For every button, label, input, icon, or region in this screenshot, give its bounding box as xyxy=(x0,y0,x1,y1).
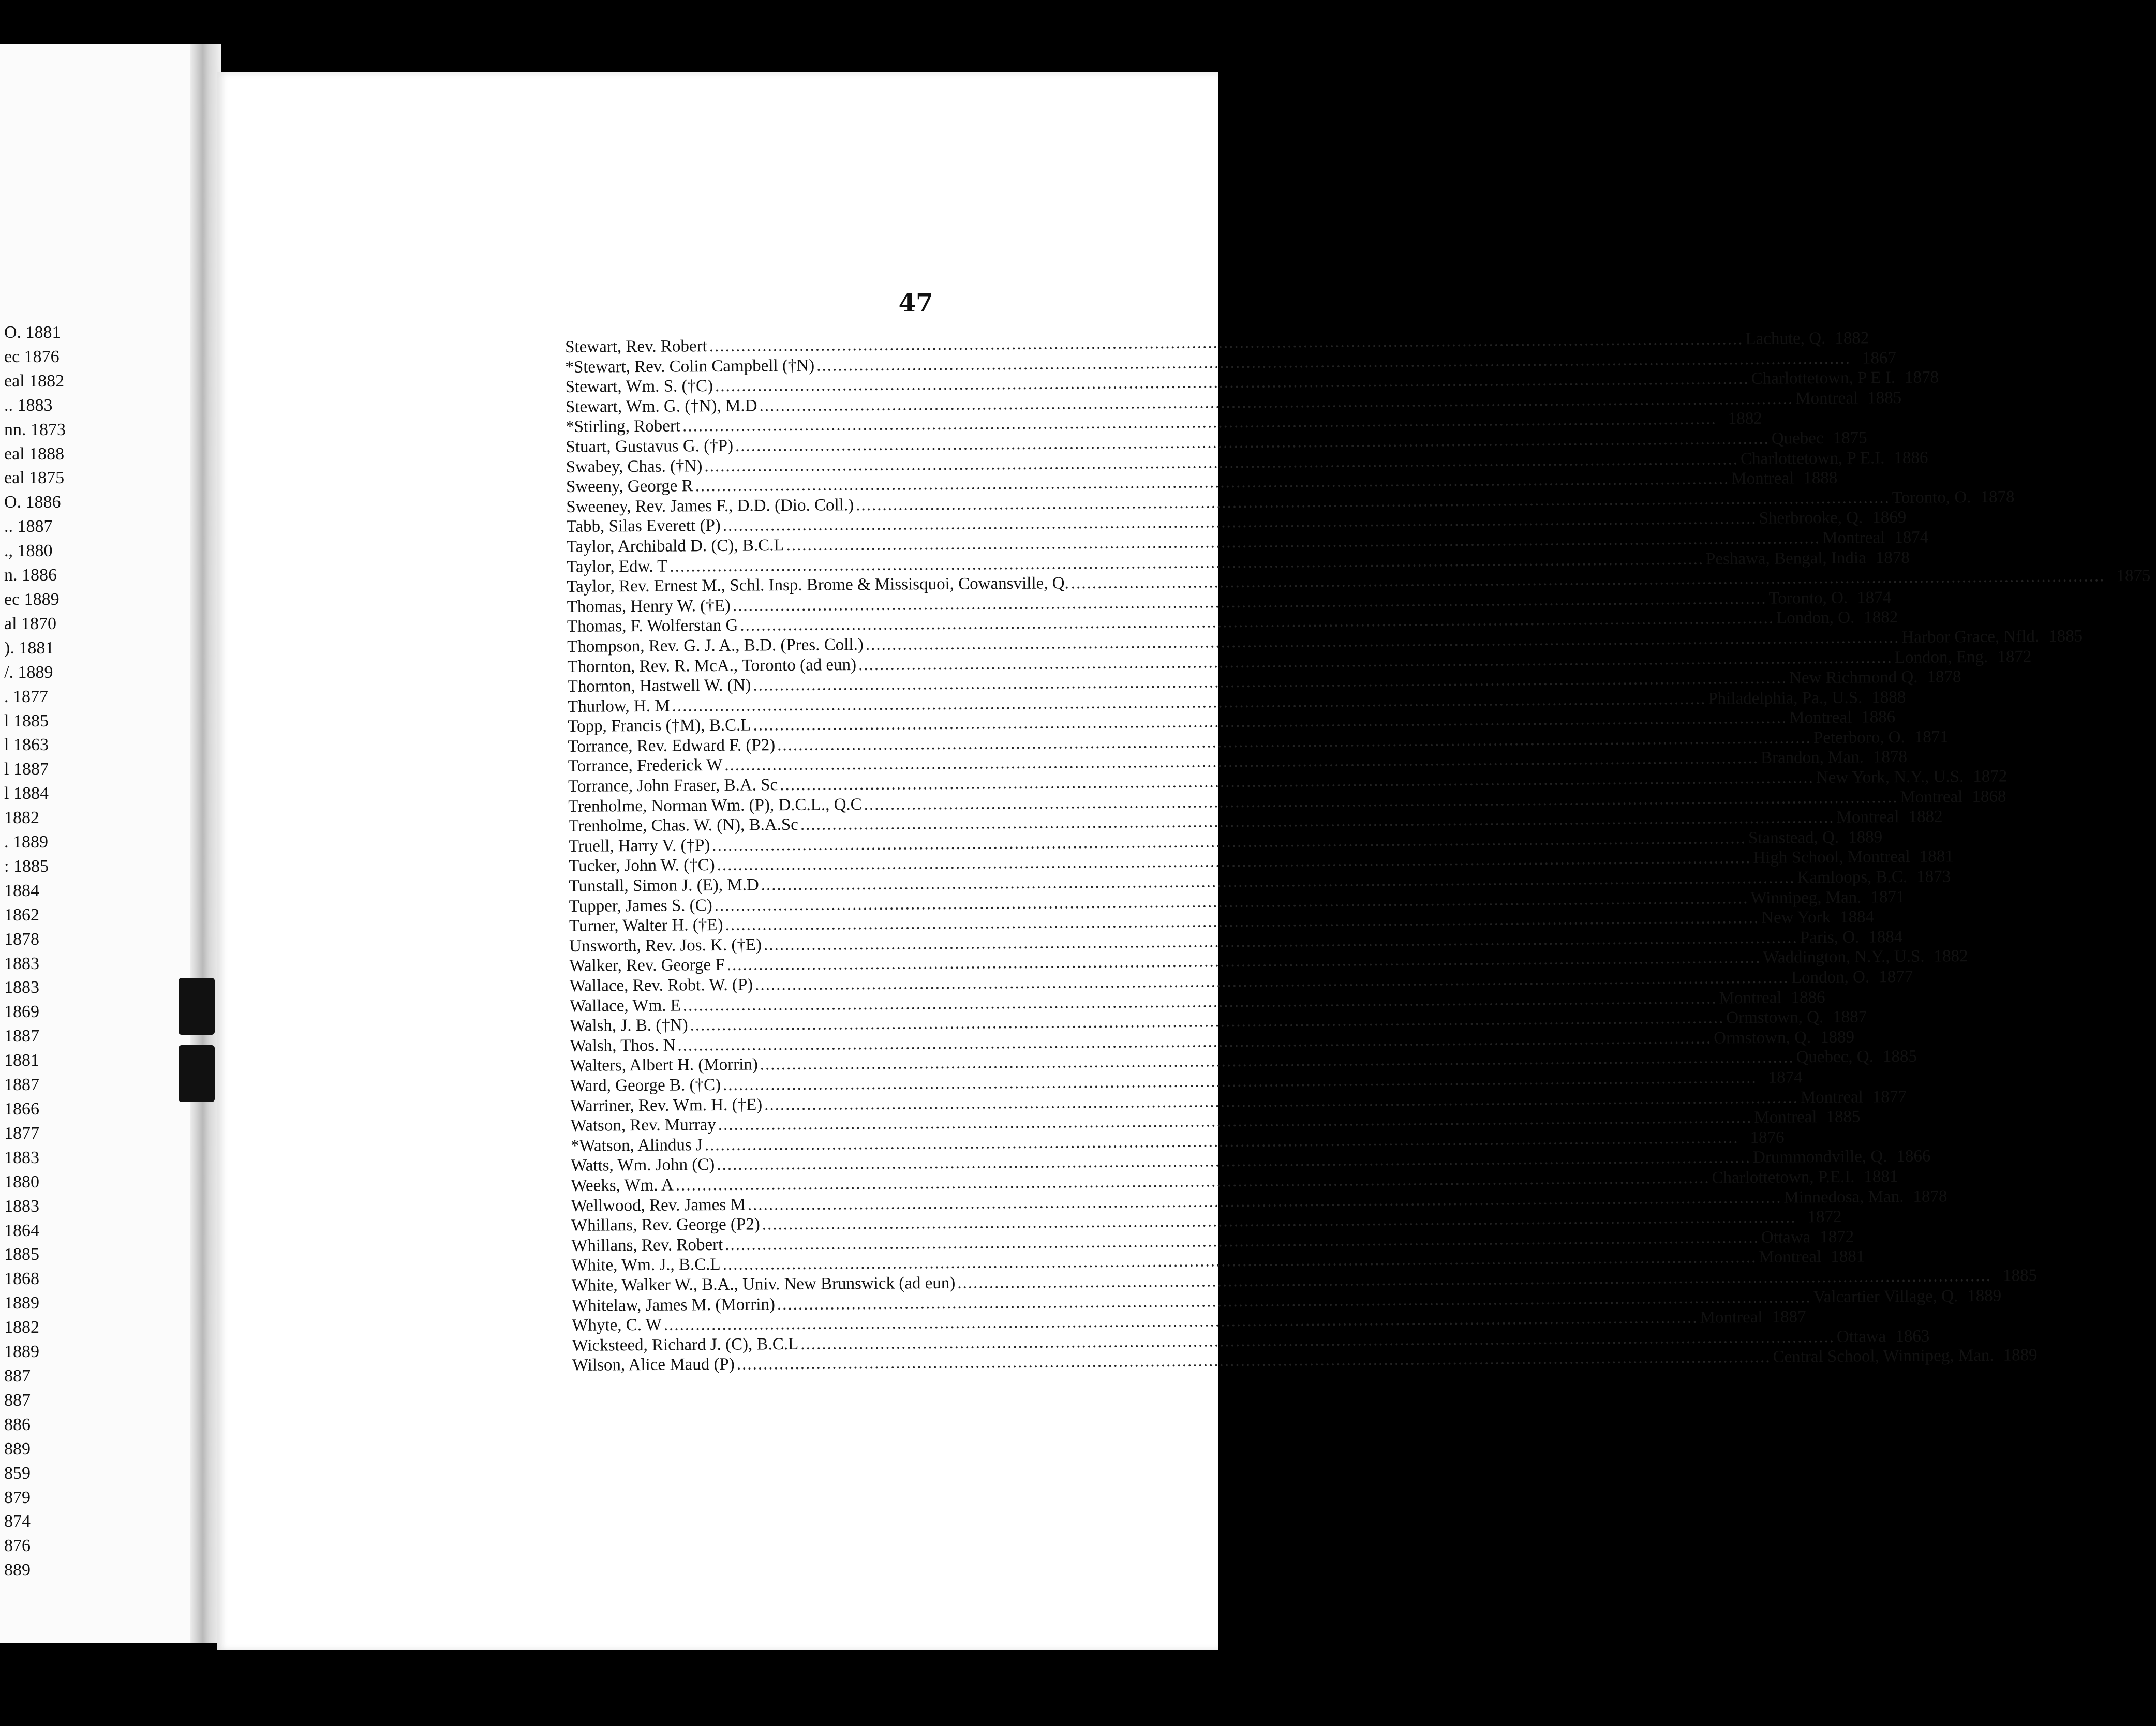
entry-year: 1889 xyxy=(2003,1346,2038,1365)
previous-page-year: 1881 xyxy=(4,1051,39,1070)
entry-year: 1869 xyxy=(1872,508,1907,527)
entry-name: Wallace, Rev. Robt. W. (P) xyxy=(569,975,753,995)
entry-year: 1889 xyxy=(1848,828,1883,847)
previous-page-year: eal 1888 xyxy=(4,444,65,464)
entry-place: Montreal xyxy=(1795,389,1858,408)
previous-page-fragment xyxy=(0,44,207,1643)
entry-year: 1885 xyxy=(1867,388,1902,408)
previous-page-year: 874 xyxy=(4,1512,31,1531)
entry-name: Sweeney, Rev. James F., D.D. (Dio. Coll.) xyxy=(566,495,854,516)
entry-place: Sherbrooke, Q. xyxy=(1759,508,1863,528)
entry-place: High School, Montreal xyxy=(1753,847,1910,868)
entry-year: 1887 xyxy=(1833,1007,1867,1027)
entry-name: Tunstall, Simon J. (E), M.D xyxy=(569,875,759,896)
entry-place: Philadelphia, Pa., U.S. xyxy=(1708,688,1863,708)
entry-year: 1868 xyxy=(1972,787,2006,806)
previous-page-year: eal 1875 xyxy=(4,468,65,488)
entry-place: Ottawa xyxy=(1761,1227,1811,1247)
entry-year: 1872 xyxy=(1807,1207,1842,1227)
previous-page-year-column xyxy=(0,321,93,1583)
entry-name: Taylor, Edw. T xyxy=(566,557,668,576)
entry-place: Waddington, N.Y., U.S. xyxy=(1763,947,1925,968)
entry-year: 1881 xyxy=(1864,1167,1898,1186)
entry-year: 1878 xyxy=(1875,548,1910,567)
previous-page-year: ., 1880 xyxy=(4,541,53,561)
previous-page-year: 1887 xyxy=(4,1075,39,1095)
entry-name: Trenholme, Norman Wm. (P), D.C.L., Q.C xyxy=(568,795,862,816)
entry-name: Thornton, Rev. R. McA., Toronto (ad eun) xyxy=(567,655,857,676)
entry-name: Walters, Albert H. (Morrin) xyxy=(570,1055,758,1076)
entry-place: New York, N.Y., U.S. xyxy=(1816,767,1964,787)
entry-place: Ottawa xyxy=(1836,1327,1886,1346)
entry-place: Kamloops, B.C. xyxy=(1797,867,1908,887)
previous-page-year: 1889 xyxy=(4,1342,39,1362)
entry-place: Winnipeg, Man. xyxy=(1750,888,1862,907)
entry-name: Unsworth, Rev. Jos. K. (†E) xyxy=(569,935,762,956)
entry-year: 1863 xyxy=(1895,1327,1930,1346)
entry-year: 1872 xyxy=(1973,767,2008,786)
entry-name: Stewart, Wm. S. (†C) xyxy=(565,377,713,397)
entry-name: Weeks, Wm. A xyxy=(571,1176,674,1195)
entry-year: 1885 xyxy=(1826,1107,1861,1127)
entry-place: New York xyxy=(1761,908,1831,928)
entry-year: 1886 xyxy=(1791,988,1825,1007)
previous-page-year: l 1885 xyxy=(4,711,49,731)
entry-name: White, Wm. J., B.C.L xyxy=(571,1255,721,1275)
previous-page-year: ec 1889 xyxy=(4,589,60,609)
previous-page-year: 1887 xyxy=(4,1026,39,1046)
entry-year: 1877 xyxy=(1879,967,1913,987)
entry-year: 1878 xyxy=(1980,487,2015,507)
entry-year: 1882 xyxy=(1835,329,1869,348)
previous-page-year: 1862 xyxy=(4,905,39,925)
entry-name: Truell, Harry V. (†P) xyxy=(568,836,710,856)
entry-year: 1888 xyxy=(1871,688,1906,707)
previous-page-year: 1869 xyxy=(4,1002,39,1022)
entry-year: 1885 xyxy=(1882,1047,1917,1066)
entry-year: 1876 xyxy=(1750,1128,1785,1147)
previous-page-year: ec 1876 xyxy=(4,347,60,366)
entry-place: Montreal xyxy=(1822,528,1885,547)
previous-page-year: al 1870 xyxy=(4,614,57,633)
entry-year: 1877 xyxy=(1872,1087,1907,1106)
entry-name: Stewart, Rev. Robert xyxy=(565,337,707,356)
previous-page-year: 1878 xyxy=(4,929,39,949)
entry-name: Walsh, Thos. N xyxy=(570,1036,676,1055)
previous-page-year: 1885 xyxy=(4,1245,39,1264)
entry-name: Wicksteed, Richard J. (C), B.C.L xyxy=(572,1334,799,1355)
entry-place: Brandon, Man. xyxy=(1760,748,1864,768)
entry-year: 1878 xyxy=(1927,667,1961,687)
entry-place: Charlottetown, P E.I. xyxy=(1740,448,1885,468)
entry-name: Whitelaw, James M. (Morrin) xyxy=(571,1294,776,1315)
previous-page-year: O. 1881 xyxy=(4,323,61,342)
current-page xyxy=(217,72,2151,1650)
entry-place: Minnedosa, Man. xyxy=(1783,1187,1904,1207)
entry-year: 1882 xyxy=(1728,409,1762,428)
entry-year: 1874 xyxy=(1856,588,1892,607)
previous-page-year: l 1863 xyxy=(4,735,49,755)
entry-name: Thornton, Hastwell W. (N) xyxy=(567,676,751,696)
entry-name: Ward, George B. (†C) xyxy=(570,1075,721,1095)
entry-place: Montreal xyxy=(1900,787,1963,807)
entry-name: Wallace, Wm. E xyxy=(569,996,681,1016)
entry-year: 1881 xyxy=(1831,1247,1865,1267)
entry-place: Montreal xyxy=(1789,708,1852,727)
entry-name: *Stewart, Rev. Colin Campbell (†N) xyxy=(565,356,815,377)
entry-place: Harbor Grace, Nfld. xyxy=(1901,627,2040,647)
previous-page-year: 1880 xyxy=(4,1172,39,1192)
entry-name: Watson, Rev. Murray xyxy=(570,1115,716,1136)
previous-page-year: 887 xyxy=(4,1366,31,1386)
entry-year: 1873 xyxy=(1916,867,1951,886)
entry-year: 1886 xyxy=(1894,448,1928,467)
entry-year: 1889 xyxy=(1967,1286,2002,1305)
previous-page-year: .. 1883 xyxy=(4,395,53,415)
entry-year: 1882 xyxy=(1934,947,1968,966)
entry-name: Thomas, F. Wolferstan G xyxy=(567,616,738,636)
previous-page-year: 879 xyxy=(4,1487,31,1507)
previous-page-year: 886 xyxy=(4,1415,31,1434)
previous-page-year: /. 1889 xyxy=(4,662,53,682)
entry-name: Watts, Wm. John (C) xyxy=(571,1155,715,1176)
entry-year: 1866 xyxy=(1896,1147,1931,1166)
previous-page-year: 1883 xyxy=(4,1148,39,1167)
previous-page-year: 1864 xyxy=(4,1221,39,1240)
entry-year: 1885 xyxy=(2002,1266,2038,1285)
entry-name: Stewart, Wm. G. (†N), M.D xyxy=(565,396,757,416)
binding-clip xyxy=(179,1045,215,1102)
previous-page-year: : 1885 xyxy=(4,856,49,876)
entry-name: Turner, Walter H. (†E) xyxy=(569,916,723,936)
entry-name: White, Walker W., B.A., Univ. New Brunswick (ad eun) xyxy=(571,1273,956,1295)
entry-name: Torrance, John Fraser, B.A. Sc xyxy=(568,776,778,796)
entry-year: 1886 xyxy=(1861,708,1896,727)
entry-place: Charlottetown, P E I. xyxy=(1751,368,1896,389)
previous-page-year: 859 xyxy=(4,1463,31,1483)
entry-year: 1875 xyxy=(2116,566,2151,586)
entry-year: 1884 xyxy=(1839,907,1875,927)
entry-name: Whyte, C. W xyxy=(572,1315,662,1335)
entry-name: Tabb, Silas Everett (P) xyxy=(566,516,721,537)
previous-page-year: 876 xyxy=(4,1536,31,1556)
entry-name: Topp, Francis (†M), B.C.L xyxy=(568,716,751,736)
entry-year: 1872 xyxy=(1820,1227,1854,1246)
previous-page-year: O. 1886 xyxy=(4,493,61,512)
entry-place: Montreal xyxy=(1800,1088,1863,1107)
previous-page-year: 1889 xyxy=(4,1293,39,1313)
entry-place: Lachute, Q. xyxy=(1745,329,1826,349)
previous-page-year: l 1884 xyxy=(4,784,49,804)
entry-year: 1875 xyxy=(1833,428,1867,448)
entry-place: London, Eng. xyxy=(1894,647,1988,667)
entry-year: 1889 xyxy=(1820,1028,1855,1047)
entry-year: 1871 xyxy=(1914,727,1949,747)
entry-place: New Richmond Q. xyxy=(1789,667,1918,688)
entry-place: London, O. xyxy=(1791,968,1870,987)
entry-name: Stuart, Gustavus G. (†P) xyxy=(566,436,734,456)
entry-year: 1878 xyxy=(1913,1186,1947,1206)
page-number: 47 xyxy=(898,289,933,318)
previous-page-year: 1868 xyxy=(4,1269,39,1289)
entry-name: Torrance, Rev. Edward F. (P2) xyxy=(568,736,776,756)
previous-page-year: eal 1882 xyxy=(4,371,65,391)
previous-page-year: . 1889 xyxy=(4,832,48,852)
binding-clip xyxy=(179,978,215,1035)
entry-name: Wellwood, Rev. James M xyxy=(571,1195,746,1215)
entry-year: 1878 xyxy=(1904,368,1939,388)
entry-year: 1881 xyxy=(1919,847,1954,867)
entry-name: Whillans, Rev. Robert xyxy=(571,1235,723,1255)
entry-year: 1874 xyxy=(1768,1068,1803,1087)
entry-year: 1872 xyxy=(1997,647,2032,666)
entry-place: Toronto, O. xyxy=(1892,487,1971,507)
entry-place: Toronto, O. xyxy=(1768,588,1848,608)
entry-place: Montreal xyxy=(1754,1108,1817,1127)
previous-page-year: . 1877 xyxy=(4,687,48,706)
entry-place: Montreal xyxy=(1836,808,1899,827)
entry-place: Quebec xyxy=(1771,428,1824,448)
previous-page-year: 1884 xyxy=(4,881,39,900)
entry-place: Montreal xyxy=(1719,988,1782,1008)
book-spine xyxy=(190,44,221,1643)
entry-name: Whillans, Rev. George (P2) xyxy=(571,1215,760,1236)
entry-place: Paris, O. xyxy=(1800,928,1860,947)
previous-page-year: 889 xyxy=(4,1560,31,1580)
entry-name: Torrance, Frederick W xyxy=(568,756,723,776)
previous-page-year: 889 xyxy=(4,1439,31,1459)
entry-place: Ormstown, Q. xyxy=(1714,1028,1811,1048)
entry-place: Peshawa, Bengal, India xyxy=(1705,548,1866,569)
entry-name: Sweeny, George R xyxy=(566,477,693,497)
previous-page-year: 1882 xyxy=(4,1318,39,1337)
entry-name: Tucker, John W. (†C) xyxy=(569,856,715,876)
entry-year: 1884 xyxy=(1868,927,1903,947)
entry-name: Thurlow, H. M xyxy=(567,696,670,716)
previous-page-year: 1883 xyxy=(4,978,39,998)
entry-name: Warriner, Rev. Wm. H. (†E) xyxy=(570,1095,763,1115)
previous-page-year: 1866 xyxy=(4,1099,39,1119)
previous-page-year: 1883 xyxy=(4,1196,39,1216)
entry-place: London, O. xyxy=(1776,608,1855,628)
entry-year: 1888 xyxy=(1803,468,1838,488)
entry-name: Wilson, Alice Maud (P) xyxy=(572,1355,735,1375)
entry-name: Walker, Rev. George F xyxy=(569,956,725,976)
entry-place: Quebec, Q. xyxy=(1796,1047,1874,1067)
entry-name: Taylor, Archibald D. (C), B.C.L xyxy=(566,535,784,556)
entry-place: Valcartier Village, Q. xyxy=(1813,1286,1958,1306)
entry-year: 1885 xyxy=(2048,627,2083,646)
entry-year: 1874 xyxy=(1894,528,1929,547)
entry-place: Charlottetown, P.E.I. xyxy=(1712,1167,1855,1187)
entry-name: *Stirling, Robert xyxy=(566,416,681,437)
previous-page-year: 1877 xyxy=(4,1123,39,1143)
previous-page-year: nn. 1873 xyxy=(4,420,66,439)
entry-place: Stanstead, Q. xyxy=(1748,828,1839,847)
previous-page-year: ). 1881 xyxy=(4,638,54,658)
entry-name: Thomas, Henry W. (†E) xyxy=(567,596,731,616)
entry-name: Tupper, James S. (C) xyxy=(569,896,712,916)
entry-year: 1882 xyxy=(1908,807,1943,827)
entry-year: 1871 xyxy=(1870,887,1905,907)
entry-name: Taylor, Rev. Ernest M., Schl. Insp. Brome & Missisquoi, Cowansville, Q. xyxy=(567,574,1069,597)
entry-place: Central School, Winnipeg, Man. xyxy=(1773,1346,1994,1367)
entry-place: Ormstown, Q. xyxy=(1726,1008,1824,1028)
entry-name: *Watson, Alindus J xyxy=(570,1135,703,1155)
entry-place: Montreal xyxy=(1700,1307,1763,1327)
entry-name: Trenholme, Chas. W. (N), B.A.Sc xyxy=(568,815,799,836)
previous-page-year: n. 1886 xyxy=(4,566,57,585)
previous-page-year: 1883 xyxy=(4,954,39,973)
entry-place: Montreal xyxy=(1759,1247,1822,1267)
entry-year: 1878 xyxy=(1872,748,1908,767)
previous-page-year: .. 1887 xyxy=(4,517,53,537)
previous-page-year: l 1887 xyxy=(4,760,49,779)
previous-page-year: 1882 xyxy=(4,808,39,828)
entry-place: Peterboro, O. xyxy=(1813,727,1905,748)
entry-year: 1882 xyxy=(1864,608,1898,627)
entry-place: Drummondville, Q. xyxy=(1752,1147,1887,1167)
entry-year: 1887 xyxy=(1772,1307,1806,1327)
entry-year: 1867 xyxy=(1862,348,1897,368)
entry-name: Swabey, Chas. (†N) xyxy=(566,456,703,477)
entry-name: Walsh, J. B. (†N) xyxy=(570,1016,688,1036)
previous-page-year: 887 xyxy=(4,1390,31,1410)
directory-list xyxy=(565,329,2151,1376)
entry-place: Montreal xyxy=(1731,469,1794,488)
entry-name: Thompson, Rev. G. J. A., B.D. (Pres. Coll.) xyxy=(567,635,864,656)
